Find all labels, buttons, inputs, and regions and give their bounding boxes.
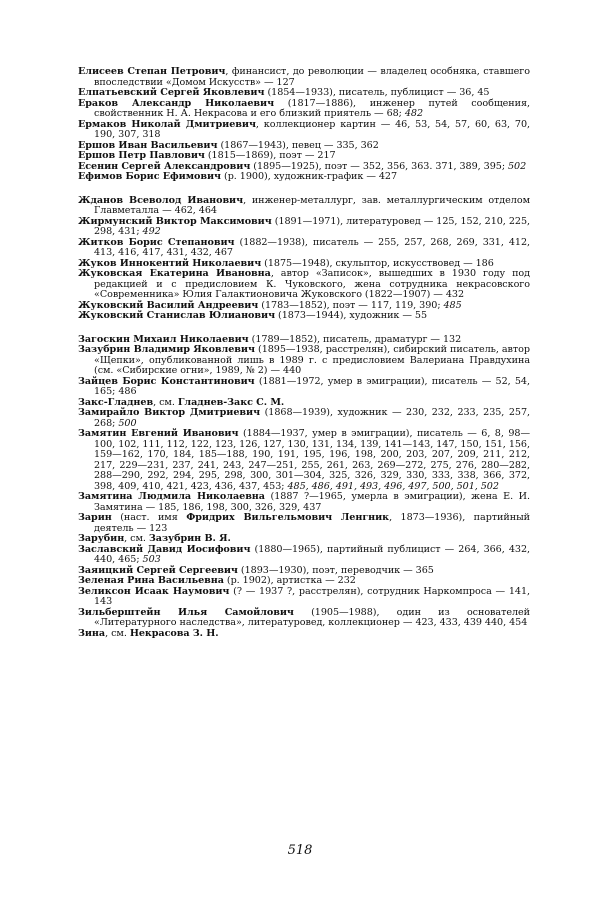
- entry-name: Закс-Гладнев: [78, 396, 154, 408]
- entry-name: Ермаков Николай Дмитриевич: [78, 118, 256, 130]
- entry-text: , см.: [105, 627, 130, 639]
- entry-commentary-pages: 492: [142, 226, 161, 237]
- entry-text-after: , 1873—1936), партийный деятель — 123: [94, 512, 531, 534]
- entry-text: (1880—1965), партийный публицист — 264, 366, 432, 440, 465;: [94, 543, 530, 565]
- entry-text: (1868—1939), художник — 230, 232, 233, 235, 257, 268;: [94, 407, 531, 429]
- page-number: 518: [287, 843, 313, 858]
- entry-text: (1893—1930), поэт, переводчик — 365: [237, 564, 434, 576]
- index-section: [78, 335, 530, 640]
- entry-text: (1891—1971), литературовед — 125, 152, 210, 225, 298, 431;: [94, 215, 530, 237]
- index-section: [78, 196, 530, 322]
- index-entry: [78, 99, 530, 120]
- entry-cross-reference: Фридрих Вильгельмович Ленгник: [186, 512, 390, 523]
- entry-text: (р. 1902), артистка — 232: [223, 575, 356, 586]
- entry-text: (наст. имя: [111, 512, 187, 523]
- entry-text: (1881—1972, умер в эмиграции), писатель — 52, 54, 165; 486: [94, 375, 530, 397]
- entry-name: Ераков Александр Николаевич: [78, 97, 275, 109]
- entry-name: Ершов Иван Васильевич: [78, 139, 218, 151]
- entry-commentary-pages: 482: [404, 108, 424, 119]
- name-index: [78, 67, 530, 652]
- entry-text: (1895—1938, расстрелян), сибирский писатель, автор «Щепки», опубликованной лишь в 1989 г. с предисловием Валериана Правдухина (см. «Сибирские огни», 1989, № 2) — 440: [94, 344, 530, 376]
- entry-name: Заславский Давид Иосифович: [78, 543, 251, 555]
- index-entry: [78, 492, 530, 513]
- index-entry: [78, 120, 530, 141]
- entry-name: Жуковский Василий Андреевич: [78, 299, 259, 311]
- entry-name: Ефимов Борис Ефимович: [78, 171, 221, 182]
- entry-name: Замятина Людмила Николаевна: [78, 491, 265, 502]
- entry-name: Зина: [78, 627, 106, 639]
- index-entry: [78, 429, 530, 492]
- entry-text: , см.: [153, 396, 178, 408]
- entry-name: Жданов Всеволод Иванович: [78, 194, 244, 206]
- entry-name: Зазубрин Владимир Яковлевич: [78, 344, 255, 355]
- index-entry: [78, 311, 530, 322]
- entry-name: Есенин Сергей Александрович: [78, 160, 251, 172]
- index-section: [78, 67, 530, 183]
- entry-name: Зарубин: [78, 533, 125, 544]
- entry-text: (1789—1852), писатель, драматург — 132: [248, 333, 462, 345]
- entry-text: (1817—1886), инженер путей сообщения, свойственник Н. А. Некрасова и его близкий приятель — 68;: [94, 97, 530, 119]
- index-entry: [78, 345, 530, 377]
- entry-name: Замятин Евгений Иванович: [78, 428, 239, 439]
- entry-text: , коллекционер картин — 46, 53, 54, 57, 60, 63, 70, 190, 307, 318: [94, 118, 530, 140]
- entry-text: , автор «Записок», вышедших в 1930 году под редакцией и с предисловием К. Чуковского, жена сотрудника некрасовского «Современника» Юлия Галактионовича Жуковского (1822—1907) — 432: [94, 268, 531, 300]
- index-entry: [78, 408, 530, 429]
- index-entry: [78, 269, 530, 301]
- index-entry: [78, 67, 530, 88]
- entry-name: Житков Борис Степанович: [78, 236, 235, 248]
- entry-text: (? — 1937 ?, расстрелян), сотрудник Наркомпроса — 141, 143: [94, 585, 530, 607]
- index-entry: [78, 172, 530, 183]
- entry-text: , финансист, до революции — владелец особняка, ставшего впоследствии «Домом Искусств» — 127: [94, 66, 530, 88]
- index-entry: [78, 608, 530, 629]
- entry-text: (1895—1925), поэт — 352, 356, 363. 371, 389, 395;: [250, 160, 508, 172]
- entry-name: Елисеев Степан Петрович: [78, 66, 226, 77]
- entry-text: (1875—1948), скульптор, искусствовед — 186: [261, 257, 494, 269]
- entry-text: (1884—1937, умер в эмиграции), писатель — 6, 8, 98—100, 102, 111, 112, 122, 123, 126, 127, 130, 131, 134, 139, 141—143, 147, 150, 151, 156, 159—162, 170, 184, 185—188, 190, 191, 195, 196, 198, 200, 203, 207, 209, 211, 212, 217, 229—231, 237, 241, 243, 247—251, 255, 261, 263, 269—272, 275, 276, 280—282, 288—290, 292, 294, 295, 298, 300, 301—304, 325, 326, 329, 330, 333, 338, 366, 372, 398, 409, 410, 421, 423, 436, 437, 453;: [94, 428, 530, 492]
- entry-text: (1854—1933), писатель, публицист — 36, 45: [264, 87, 490, 98]
- index-entry: [78, 377, 530, 398]
- index-entry: [78, 196, 530, 217]
- entry-name: Зеликсон Исаак Наумович: [78, 585, 230, 597]
- entry-name: Зеленая Рина Васильевна: [78, 575, 224, 586]
- entry-name: Заяицкий Сергей Сергеевич: [78, 564, 238, 576]
- entry-commentary-pages: 502: [508, 160, 527, 172]
- entry-name: Зарин: [78, 512, 112, 523]
- index-entry: [78, 587, 530, 608]
- entry-text: (1887 ?—1965, умерла в эмиграции), жена Е. И. Замятина — 185, 186, 198, 300, 326, 329, 437: [94, 491, 530, 513]
- entry-name: Замирайло Виктор Дмитриевич: [78, 407, 261, 418]
- entry-text: , см.: [124, 533, 149, 544]
- entry-name: Зильберштейн Илья Самойлович: [78, 606, 294, 618]
- index-entry: [78, 217, 530, 238]
- entry-text: (1783—1852), поэт — 117, 119, 390;: [258, 299, 444, 311]
- entry-text: (1867—1943), певец — 335, 362: [217, 139, 379, 151]
- entry-text: (р. 1900), художник-график — 427: [221, 171, 398, 182]
- entry-cross-reference: Гладнев-Закс С. М.: [177, 396, 285, 408]
- entry-name: Жирмунский Виктор Максимович: [78, 215, 272, 227]
- index-entry: [78, 513, 530, 534]
- entry-name: Жуковский Станислав Юлианович: [78, 310, 276, 321]
- entry-text: (1882—1938), писатель — 255, 257, 268, 269, 331, 412, 413, 416, 417, 431, 432, 467: [94, 236, 530, 258]
- index-entry: [78, 629, 530, 640]
- entry-text: (1873—1944), художник — 55: [275, 310, 428, 321]
- entry-name: Елпатьевский Сергей Яковлевич: [78, 87, 265, 98]
- entry-name: Жуков Иннокентий Николаевич: [78, 257, 262, 269]
- entry-cross-reference: Некрасова З. Н.: [129, 627, 219, 639]
- entry-cross-reference: Зазубрин В. Я.: [148, 533, 231, 544]
- entry-name: Жуковская Екатерина Ивановна: [78, 268, 271, 279]
- entry-name: Ершов Петр Павлович: [78, 150, 205, 161]
- entry-commentary-pages: 503: [142, 554, 161, 565]
- entry-commentary-pages: 500: [118, 417, 137, 429]
- entry-name: Зайцев Борис Константинович: [78, 375, 255, 387]
- entry-text: (1905—1988), один из основателей «Литературного наследства», литературовед, коллекционер — 423, 433, 439 440, 454: [94, 606, 530, 628]
- index-entry: [78, 238, 530, 259]
- entry-commentary-pages: 485: [443, 299, 462, 311]
- entry-text: (1815—1869), поэт — 217: [204, 150, 336, 161]
- entry-commentary-pages: 485, 486, 491, 493, 496, 497, 500, 501, 502: [287, 480, 499, 492]
- entry-text: , инженер-металлург, зав. металлургическим отделом Главметалла — 462, 464: [94, 194, 530, 216]
- entry-name: Загоскин Михаил Николаевич: [78, 333, 249, 345]
- index-entry: [78, 545, 530, 566]
